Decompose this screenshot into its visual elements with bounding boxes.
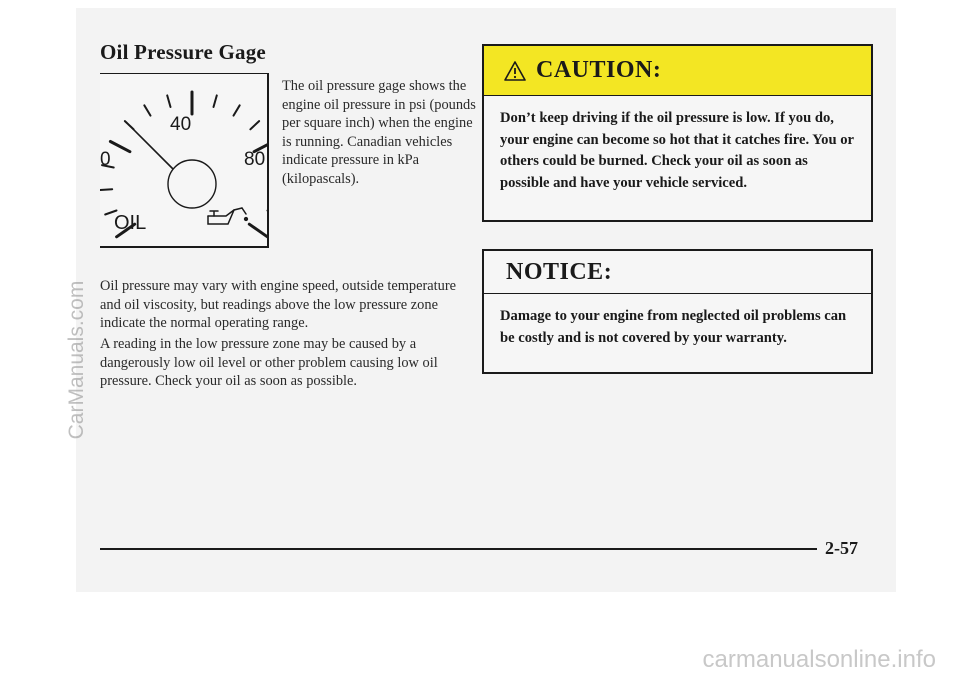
gauge-label-mid: 40 xyxy=(170,114,192,135)
bottom-watermark: carmanualsonline.info xyxy=(702,646,936,673)
section-title: Oil Pressure Gage xyxy=(100,40,266,64)
gauge-tick xyxy=(214,95,217,107)
caution-title: CAUTION: xyxy=(536,57,662,83)
gauge-graphic xyxy=(100,74,267,246)
gauge-hub xyxy=(168,160,216,208)
paragraph-normal-range: Oil pressure may vary with engine speed, outside temperature and oil viscosity, but readings above the low pressure zone indicate the normal operating range. xyxy=(100,278,457,331)
notice-box xyxy=(482,249,873,374)
gauge-tick xyxy=(250,121,259,129)
notice-title: NOTICE: xyxy=(506,258,613,285)
gauge-label-high: 80 xyxy=(244,149,266,170)
notice-header xyxy=(484,251,871,294)
caution-box xyxy=(482,44,873,222)
gauge-description: The oil pressure gage shows the engine oil pressure in psi (pounds per square inch) when the engine is running. Canadian vehicles indicate pressure in kPa (kilopascals). xyxy=(282,78,476,187)
page-number: 2-57 xyxy=(825,538,858,558)
gauge-label-oil: OIL xyxy=(114,212,147,234)
gauge-tick xyxy=(100,189,112,190)
side-watermark: CarManuals.com xyxy=(65,280,88,440)
caution-text: Don’t keep driving if the oil pressure is low. If you do, your engine can become so hot that it catches fire. You or others could be burned. Check your oil as soon as possible and have your vehicle serviced. xyxy=(500,110,854,191)
gauge-tick xyxy=(167,95,170,107)
footer-divider xyxy=(100,548,817,550)
paragraph-low-pressure: A reading in the low pressure zone may be caused by a dangerously low oil level or other problem causing low oil pressure. Check your oil as soon as possible. xyxy=(100,336,438,389)
warning-triangle-icon xyxy=(504,61,526,81)
oil-pressure-gauge-illustration xyxy=(100,73,269,248)
oil-can-icon xyxy=(208,208,247,224)
gauge-tick xyxy=(249,224,267,237)
gauge-tick xyxy=(234,105,240,115)
caution-header xyxy=(484,46,871,96)
notice-text: Damage to your engine from neglected oil problems can be costly and is not covered by your warranty. xyxy=(500,308,847,346)
gauge-tick xyxy=(110,142,129,152)
gauge-tick xyxy=(144,105,150,115)
gauge-label-low: 0 xyxy=(100,149,111,170)
